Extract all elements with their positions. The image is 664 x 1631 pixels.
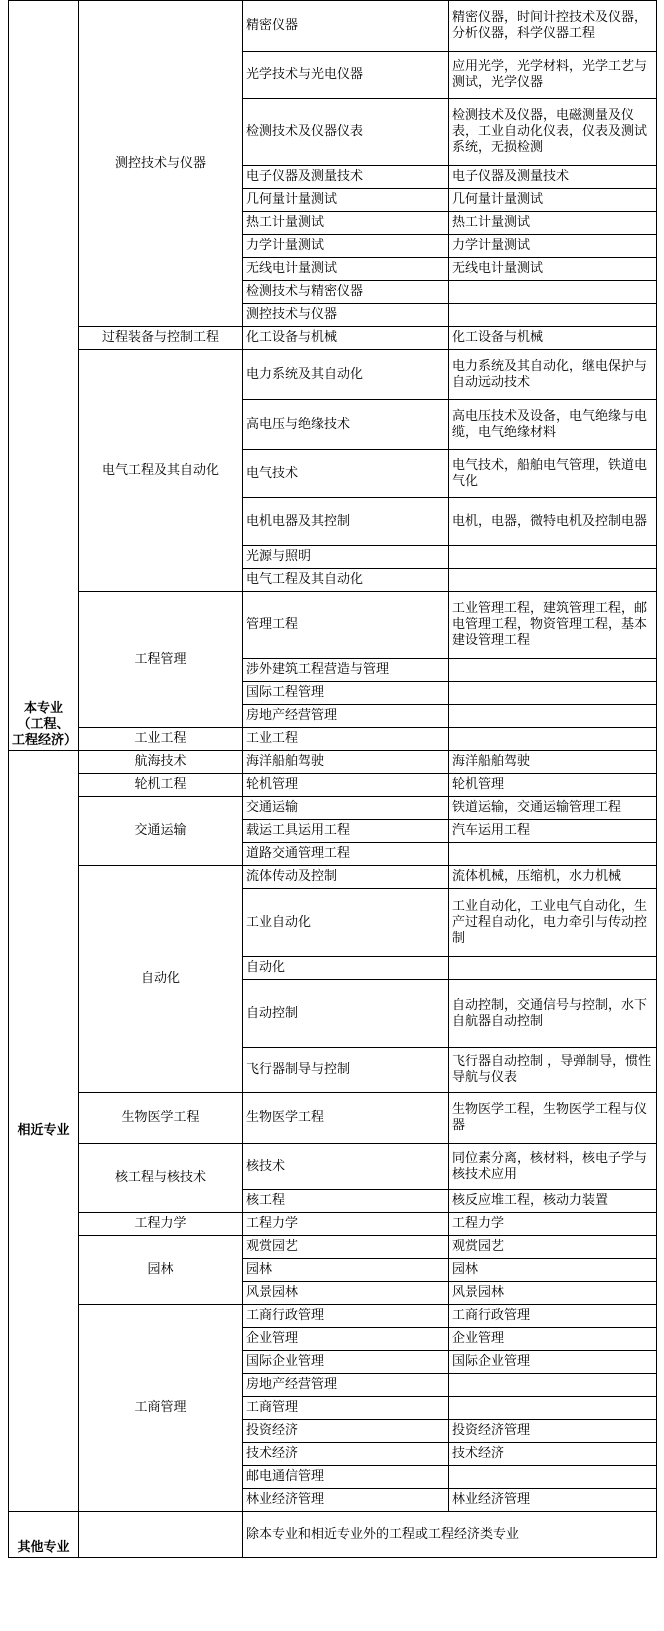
major-cell: 工业自动化 (243, 889, 449, 957)
major-cell: 精密仪器 (243, 1, 449, 52)
equivalent-major-cell (449, 682, 657, 705)
major-cell: 电子仪器及测量技术 (243, 166, 449, 189)
major-cell: 自动控制 (243, 980, 449, 1048)
category-cell-near: 相近专业 (9, 751, 79, 1512)
major-cell: 电机电器及其控制 (243, 498, 449, 546)
major-cell: 化工设备与机械 (243, 327, 449, 350)
equivalent-major-cell: 化工设备与机械 (449, 327, 657, 350)
table-row (9, 1, 657, 52)
equivalent-major-cell: 同位素分离，核材料，核电子学与核技术应用 (449, 1144, 657, 1190)
equivalent-major-cell: 技术经济 (449, 1443, 657, 1466)
equivalent-major-cell (449, 1397, 657, 1420)
major-cell: 高电压与绝缘技术 (243, 400, 449, 450)
table-row (9, 592, 657, 659)
equivalent-major-cell: 工业自动化，工业电气自动化，生产过程自动化，电力牵引与传动控制 (449, 889, 657, 957)
major-cell: 载运工具运用工程 (243, 820, 449, 843)
major-cell: 核工程 (243, 1190, 449, 1213)
major-cell: 风景园林 (243, 1282, 449, 1305)
group-cell: 园林 (79, 1236, 243, 1305)
equivalent-major-cell: 海洋船舶驾驶 (449, 751, 657, 774)
table-row (9, 327, 657, 350)
major-cell: 轮机管理 (243, 774, 449, 797)
major-cell: 涉外建筑工程营造与管理 (243, 659, 449, 682)
major-cell: 飞行器制导与控制 (243, 1048, 449, 1093)
major-cell: 流体传动及控制 (243, 866, 449, 889)
equivalent-major-cell: 工商行政管理 (449, 1305, 657, 1328)
major-cell: 国际企业管理 (243, 1351, 449, 1374)
group-cell: 过程装备与控制工程 (79, 327, 243, 350)
major-cell: 国际工程管理 (243, 682, 449, 705)
equivalent-major-cell: 电力系统及其自动化，继电保护与自动远动技术 (449, 350, 657, 400)
equivalent-major-cell (449, 957, 657, 980)
equivalent-major-cell (449, 705, 657, 728)
equivalent-major-cell: 轮机管理 (449, 774, 657, 797)
equivalent-major-cell: 工业管理工程，建筑管理工程，邮电管理工程，物资管理工程，基本建设管理工程 (449, 592, 657, 659)
equivalent-major-cell: 投资经济管理 (449, 1420, 657, 1443)
major-cell: 热工计量测试 (243, 212, 449, 235)
equivalent-major-cell: 工程力学 (449, 1213, 657, 1236)
major-cell: 测控技术与仪器 (243, 304, 449, 327)
table-row-other (9, 1512, 657, 1558)
other-majors-cell: 除本专业和相近专业外的工程或工程经济类专业 (243, 1512, 657, 1558)
equivalent-major-cell (449, 1466, 657, 1489)
equivalent-major-cell: 生物医学工程，生物医学工程与仪器 (449, 1093, 657, 1144)
major-cell: 海洋船舶驾驶 (243, 751, 449, 774)
table-row (9, 797, 657, 820)
table-row (9, 866, 657, 889)
equivalent-major-cell: 精密仪器，时间计控技术及仪器，分析仪器，科学仪器工程 (449, 1, 657, 52)
equivalent-major-cell: 热工计量测试 (449, 212, 657, 235)
equivalent-major-cell: 几何量计量测试 (449, 189, 657, 212)
equivalent-major-cell: 核反应堆工程，核动力装置 (449, 1190, 657, 1213)
major-cell: 工商行政管理 (243, 1305, 449, 1328)
table-row (9, 751, 657, 774)
major-cell: 投资经济 (243, 1420, 449, 1443)
equivalent-major-cell: 力学计量测试 (449, 235, 657, 258)
table-row (9, 1144, 657, 1190)
group-cell: 电气工程及其自动化 (79, 350, 243, 592)
major-cell: 交通运输 (243, 797, 449, 820)
major-cell: 管理工程 (243, 592, 449, 659)
table-row (9, 774, 657, 797)
equivalent-major-cell: 风景园林 (449, 1282, 657, 1305)
group-cell: 轮机工程 (79, 774, 243, 797)
group-cell: 测控技术与仪器 (79, 1, 243, 327)
major-cell: 技术经济 (243, 1443, 449, 1466)
group-cell: 工商管理 (79, 1305, 243, 1512)
major-cell: 电力系统及其自动化 (243, 350, 449, 400)
equivalent-major-cell: 应用光学，光学材料，光学工艺与测试，光学仪器 (449, 52, 657, 99)
equivalent-major-cell: 高电压技术及设备，电气绝缘与电缆，电气绝缘材料 (449, 400, 657, 450)
equivalent-major-cell (449, 659, 657, 682)
major-cell: 电气工程及其自动化 (243, 569, 449, 592)
group-cell: 航海技术 (79, 751, 243, 774)
equivalent-major-cell: 园林 (449, 1259, 657, 1282)
category-cell-other: 其他专业 (9, 1512, 79, 1558)
major-cell: 园林 (243, 1259, 449, 1282)
equivalent-major-cell: 自动控制，交通信号与控制，水下自航器自动控制 (449, 980, 657, 1048)
major-cell: 工业工程 (243, 728, 449, 751)
major-cell: 检测技术与精密仪器 (243, 281, 449, 304)
major-table (8, 0, 657, 1558)
major-cell: 力学计量测试 (243, 235, 449, 258)
table-row (9, 728, 657, 751)
group-cell: 自动化 (79, 866, 243, 1093)
equivalent-major-cell (449, 304, 657, 327)
major-cell: 林业经济管理 (243, 1489, 449, 1512)
major-cell: 核技术 (243, 1144, 449, 1190)
major-cell: 企业管理 (243, 1328, 449, 1351)
equivalent-major-cell: 汽车运用工程 (449, 820, 657, 843)
major-cell: 检测技术及仪器仪表 (243, 99, 449, 166)
equivalent-major-cell: 企业管理 (449, 1328, 657, 1351)
major-cell: 道路交通管理工程 (243, 843, 449, 866)
group-cell: 工程管理 (79, 592, 243, 728)
equivalent-major-cell: 观赏园艺 (449, 1236, 657, 1259)
group-cell: 交通运输 (79, 797, 243, 866)
equivalent-major-cell (449, 569, 657, 592)
major-cell: 生物医学工程 (243, 1093, 449, 1144)
equivalent-major-cell: 电气技术，船舶电气管理，铁道电气化 (449, 450, 657, 498)
table-row (9, 1236, 657, 1259)
major-cell: 光源与照明 (243, 546, 449, 569)
group-cell: 工业工程 (79, 728, 243, 751)
equivalent-major-cell (449, 728, 657, 751)
major-cell: 房地产经营管理 (243, 1374, 449, 1397)
equivalent-major-cell: 无线电计量测试 (449, 258, 657, 281)
equivalent-major-cell (449, 843, 657, 866)
table-row (9, 350, 657, 400)
equivalent-major-cell (449, 546, 657, 569)
equivalent-major-cell (449, 281, 657, 304)
equivalent-major-cell: 国际企业管理 (449, 1351, 657, 1374)
equivalent-major-cell: 林业经济管理 (449, 1489, 657, 1512)
major-cell: 几何量计量测试 (243, 189, 449, 212)
equivalent-major-cell: 电子仪器及测量技术 (449, 166, 657, 189)
group-cell: 核工程与核技术 (79, 1144, 243, 1213)
table-row (9, 1093, 657, 1144)
equivalent-major-cell: 飞行器自动控制 ，导弹制导，惯性导航与仪表 (449, 1048, 657, 1093)
major-cell: 光学技术与光电仪器 (243, 52, 449, 99)
major-table-body (9, 1, 657, 1558)
major-cell: 工商管理 (243, 1397, 449, 1420)
equivalent-major-cell: 流体机械，压缩机，水力机械 (449, 866, 657, 889)
major-cell: 自动化 (243, 957, 449, 980)
major-cell: 无线电计量测试 (243, 258, 449, 281)
group-cell: 生物医学工程 (79, 1093, 243, 1144)
category-cell-same: 本专业（工程、工程经济） (9, 1, 79, 751)
group-cell: 工程力学 (79, 1213, 243, 1236)
group-cell-empty (79, 1512, 243, 1558)
major-cell: 工程力学 (243, 1213, 449, 1236)
equivalent-major-cell: 电机，电器，微特电机及控制电器 (449, 498, 657, 546)
table-row (9, 1213, 657, 1236)
major-cell: 邮电通信管理 (243, 1466, 449, 1489)
table-row (9, 1305, 657, 1328)
major-cell: 观赏园艺 (243, 1236, 449, 1259)
equivalent-major-cell (449, 1374, 657, 1397)
major-cell: 房地产经营管理 (243, 705, 449, 728)
equivalent-major-cell: 铁道运输，交通运输管理工程 (449, 797, 657, 820)
major-cell: 电气技术 (243, 450, 449, 498)
equivalent-major-cell: 检测技术及仪器，电磁测量及仪表，工业自动化仪表，仪表及测试系统，无损检测 (449, 99, 657, 166)
